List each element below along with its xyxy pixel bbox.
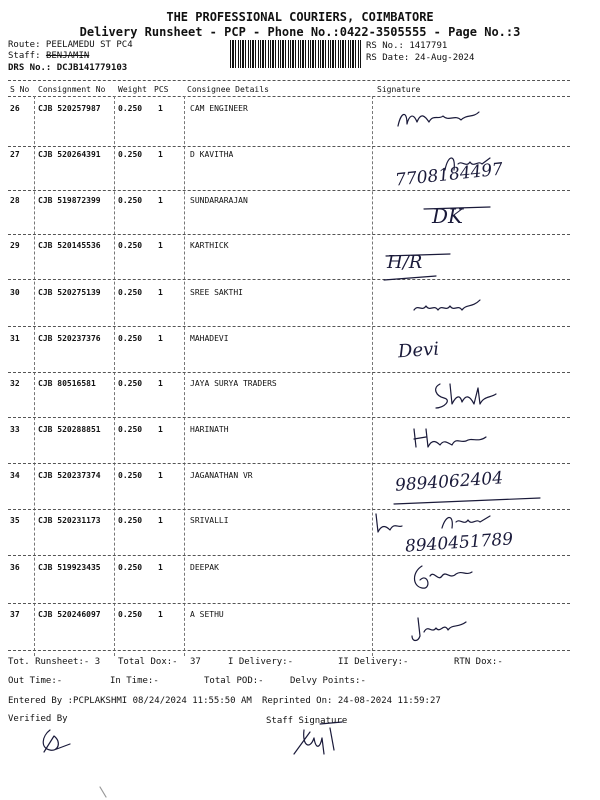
header-bottom-rule bbox=[8, 96, 570, 97]
row-consignment: CJB 520231173 bbox=[38, 516, 101, 525]
out-time-label: Out Time:- bbox=[8, 676, 63, 686]
row-divider bbox=[8, 463, 570, 464]
i-delivery-label: I Delivery:- bbox=[228, 657, 294, 667]
col-consignee: Consignee Details bbox=[187, 85, 269, 94]
row-sno: 35 bbox=[10, 516, 20, 525]
row-pcs: 1 bbox=[158, 196, 163, 205]
row-divider bbox=[8, 190, 570, 191]
row-consignment: CJB 520246097 bbox=[38, 610, 101, 619]
row-weight: 0.250 bbox=[118, 104, 143, 113]
barcode-image bbox=[230, 40, 362, 68]
row-divider bbox=[8, 279, 570, 280]
row-consignment: CJB 519923435 bbox=[38, 563, 101, 572]
row-consignee: D KAVITHA bbox=[190, 150, 234, 159]
row-sno: 30 bbox=[10, 288, 20, 297]
total-runsheet-text: Tot. Runsheet:- 3 bbox=[8, 657, 101, 667]
row-sno: 31 bbox=[10, 334, 20, 343]
row-divider bbox=[8, 372, 570, 373]
total-dox-value: 37 bbox=[190, 657, 201, 667]
row-consignee: SREE SAKTHI bbox=[190, 288, 243, 297]
row-pcs: 1 bbox=[158, 104, 163, 113]
row-consignee: SUNDARARAJAN bbox=[190, 196, 248, 205]
delvy-points-label: Delvy Points:- bbox=[290, 676, 366, 686]
row-divider bbox=[8, 650, 570, 651]
row-consignment: CJB 520145536 bbox=[38, 241, 101, 250]
rs-number: RS No.: 1417791 bbox=[366, 41, 448, 51]
row-consignment: CJB 520264391 bbox=[38, 150, 101, 159]
signature-row-33 bbox=[410, 425, 510, 451]
in-time-label: In Time:- bbox=[110, 676, 159, 686]
row-consignment: CJB 519872399 bbox=[38, 196, 101, 205]
total-pod-label: Total POD:- bbox=[204, 676, 264, 686]
row-divider bbox=[8, 326, 570, 327]
entered-by: Entered By :PCPLAKSHMI 08/24/2024 11:55:50 AM bbox=[8, 696, 252, 706]
row-weight: 0.250 bbox=[118, 563, 143, 572]
row-sno: 36 bbox=[10, 563, 20, 572]
row-pcs: 1 bbox=[158, 288, 163, 297]
row-divider bbox=[8, 603, 570, 604]
row-sno: 28 bbox=[10, 196, 20, 205]
col-sno: S No bbox=[10, 85, 30, 94]
signature-row-36 bbox=[408, 562, 488, 596]
row-weight: 0.250 bbox=[118, 196, 143, 205]
row-weight: 0.250 bbox=[118, 471, 143, 480]
signature-row-32 bbox=[430, 378, 510, 412]
row-consignment: CJB 80516581 bbox=[38, 379, 96, 388]
row-consignee: JAYA SURYA TRADERS bbox=[190, 379, 277, 388]
row-sno: 37 bbox=[10, 610, 20, 619]
row-sno: 33 bbox=[10, 425, 20, 434]
row-weight: 0.250 bbox=[118, 610, 143, 619]
signature-row-26 bbox=[395, 106, 485, 132]
signature-strokes-row-29 bbox=[380, 250, 460, 284]
row-pcs: 1 bbox=[158, 471, 163, 480]
header-top-rule bbox=[8, 80, 570, 81]
row-consignee: DEEPAK bbox=[190, 563, 219, 572]
signature-row-37 bbox=[408, 614, 478, 646]
signature-underline-row-28 bbox=[420, 205, 500, 235]
col-weight: Weight bbox=[118, 85, 147, 94]
row-pcs: 1 bbox=[158, 241, 163, 250]
row-consignment: CJB 520237376 bbox=[38, 334, 101, 343]
rs-date: RS Date: 24-Aug-2024 bbox=[366, 53, 475, 63]
verifier-signature bbox=[36, 726, 76, 756]
row-pcs: 1 bbox=[158, 563, 163, 572]
runsheet-subtitle: Delivery Runsheet - PCP - Phone No.:0422-3505555 - Page No.:3 bbox=[79, 25, 521, 39]
staff-signature-mark bbox=[290, 720, 350, 760]
row-weight: 0.250 bbox=[118, 150, 143, 159]
column-divider bbox=[34, 96, 35, 656]
row-consignment: CJB 520275139 bbox=[38, 288, 101, 297]
col-signature: Signature bbox=[377, 85, 421, 94]
row-weight: 0.250 bbox=[118, 379, 143, 388]
row-weight: 0.250 bbox=[118, 425, 143, 434]
row-divider bbox=[8, 417, 570, 418]
row-consignment: CJB 520237374 bbox=[38, 471, 101, 480]
row-consignment: CJB 520257987 bbox=[38, 104, 101, 113]
verified-by-label: Verified By bbox=[8, 714, 68, 724]
row-weight: 0.250 bbox=[118, 516, 143, 525]
row-weight: 0.250 bbox=[118, 288, 143, 297]
staff-row bbox=[8, 51, 89, 61]
drs-number: DRS No.: DCJB141779103 bbox=[8, 63, 128, 73]
signature-phone-row-27: 7708184497 bbox=[394, 159, 504, 191]
column-divider bbox=[372, 96, 373, 656]
row-consignee: HARINATH bbox=[190, 425, 229, 434]
row-pcs: 1 bbox=[158, 334, 163, 343]
row-sno: 32 bbox=[10, 379, 20, 388]
row-sno: 29 bbox=[10, 241, 20, 250]
row-consignee: JAGANATHAN VR bbox=[190, 471, 253, 480]
company-title: THE PROFESSIONAL COURIERS, COIMBATORE bbox=[166, 10, 434, 24]
scan-mark bbox=[96, 785, 116, 800]
row-sno: 34 bbox=[10, 471, 20, 480]
staff-name: BENJAMIN bbox=[45, 51, 90, 61]
row-weight: 0.250 bbox=[118, 241, 143, 250]
signature-row-31: Devi bbox=[397, 338, 440, 363]
row-consignee: MAHADEVI bbox=[190, 334, 229, 343]
rtn-dox-label: RTN Dox:- bbox=[454, 657, 503, 667]
row-consignee: CAM ENGINEER bbox=[190, 104, 248, 113]
row-sno: 26 bbox=[10, 104, 20, 113]
row-consignee: A SETHU bbox=[190, 610, 224, 619]
row-consignment: CJB 520288851 bbox=[38, 425, 101, 434]
ii-delivery-label: II Delivery:- bbox=[338, 657, 409, 667]
signature-row-30 bbox=[410, 296, 490, 316]
row-pcs: 1 bbox=[158, 379, 163, 388]
signature-strokes-row-34 bbox=[390, 490, 550, 510]
row-sno: 27 bbox=[10, 150, 20, 159]
row-consignee: SRIVALLI bbox=[190, 516, 229, 525]
total-dox-label: Total Dox:- bbox=[118, 657, 178, 667]
col-consignment: Consignment No bbox=[38, 85, 106, 94]
route-label: Route: PEELAMEDU ST PC4 bbox=[8, 40, 133, 50]
row-pcs: 1 bbox=[158, 610, 163, 619]
signature-row-28: DK bbox=[432, 204, 463, 228]
row-pcs: 1 bbox=[158, 516, 163, 525]
reprinted-on: Reprinted On: 24-08-2024 11:59:27 bbox=[262, 696, 441, 706]
row-divider bbox=[8, 146, 570, 147]
column-divider bbox=[184, 96, 185, 656]
col-pcs: PCS bbox=[154, 85, 169, 94]
signature-row-29: H/R bbox=[387, 252, 423, 273]
signature-phone-row-34: 9894062404 bbox=[394, 468, 504, 496]
row-weight: 0.250 bbox=[118, 334, 143, 343]
signature-phone-row-35: 8940451789 bbox=[404, 529, 514, 557]
staff-signature-label: Staff Signature bbox=[266, 716, 348, 726]
column-divider bbox=[114, 96, 115, 656]
row-divider bbox=[8, 555, 570, 556]
row-pcs: 1 bbox=[158, 425, 163, 434]
staff-label: Staff: bbox=[8, 51, 41, 61]
row-pcs: 1 bbox=[158, 150, 163, 159]
total-runsheet bbox=[8, 657, 100, 667]
row-consignee: KARTHICK bbox=[190, 241, 229, 250]
